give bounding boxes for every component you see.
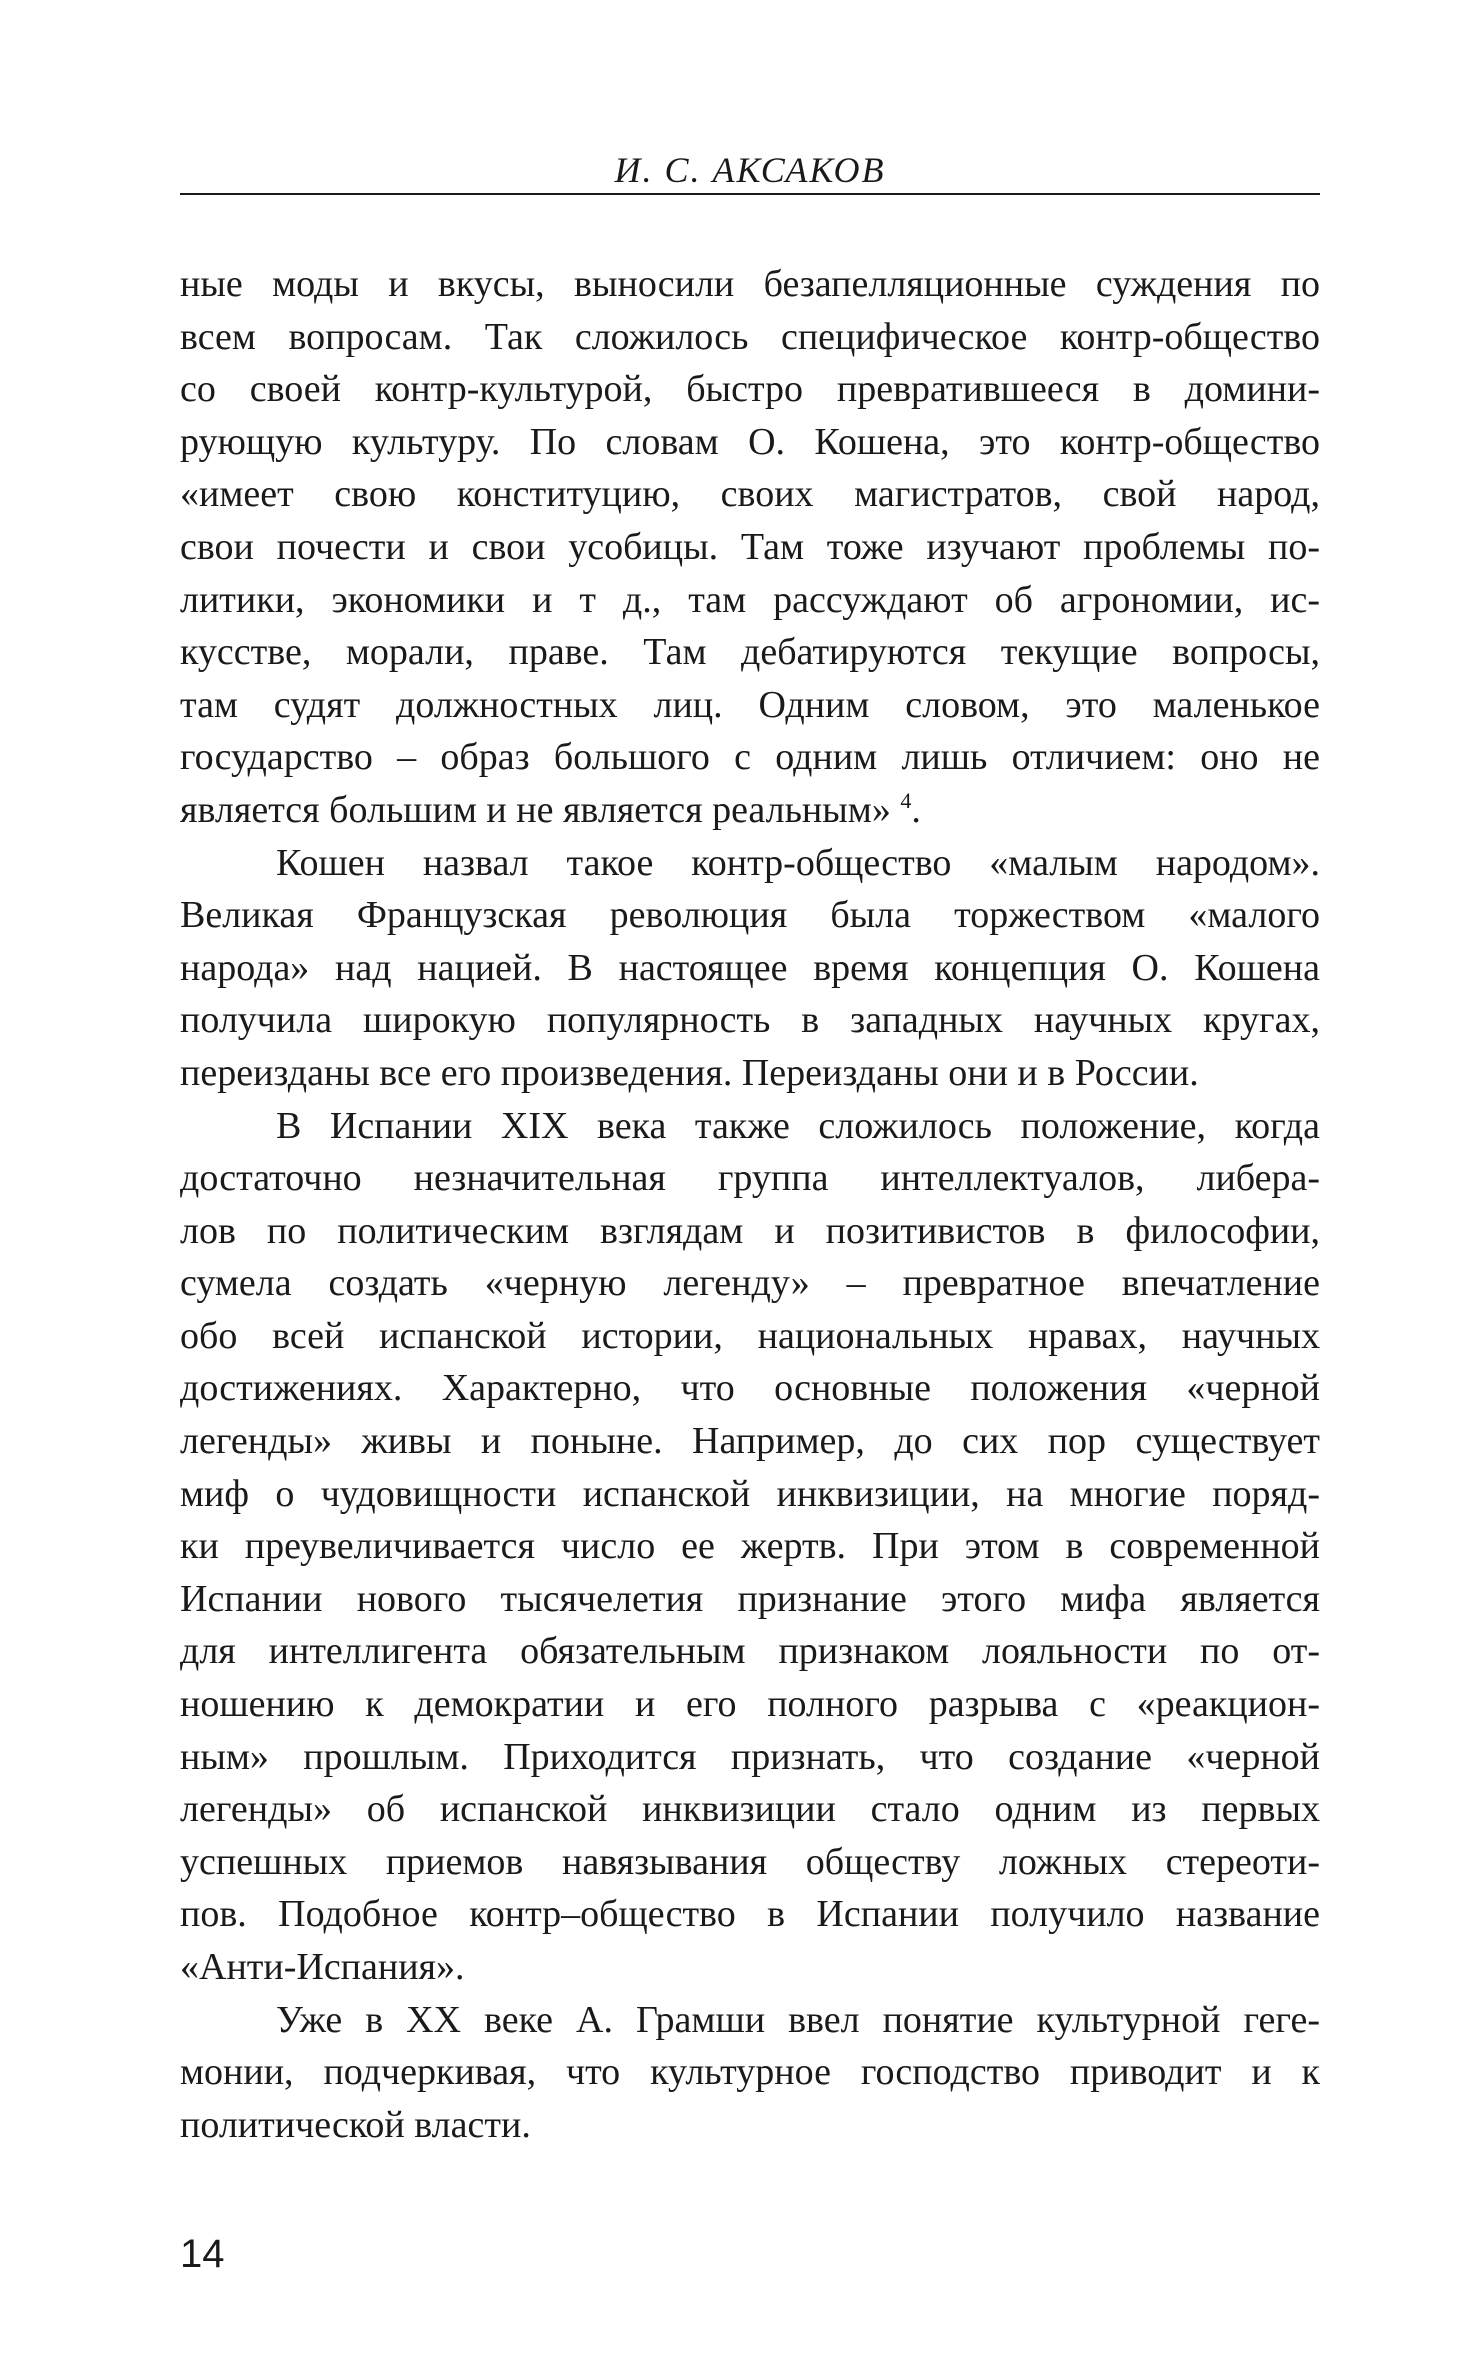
text-line: кусстве, морали, праве. Там дебатируются текущие вопросы, (180, 631, 1320, 674)
text-line: миф о чудовищности испанской инквизиции, на многие поряд- (180, 1472, 1320, 1515)
text-line: всем вопросам. Так сложилось специфическое контр-общество (180, 315, 1320, 358)
text-line: ки преувеличивается число ее жертв. При этом в современной (180, 1525, 1320, 1568)
text-line: там судят должностных лиц. Одним словом, это маленькое (180, 683, 1320, 726)
page-number: 14 (180, 2232, 225, 2276)
text-line: достижениях. Характерно, что основные положения «черной (180, 1367, 1320, 1410)
paragraph (180, 1100, 1320, 1994)
text-line: народа» над нацией. В настоящее время концепция О. Кошена (180, 946, 1320, 989)
text-line: рующую культуру. По словам О. Кошена, это контр-общество (180, 420, 1320, 463)
text-line: получила широкую популярность в западных научных кругах, (180, 999, 1320, 1042)
text-line: ные моды и вкусы, выносили безапелляционные суждения по (180, 263, 1320, 305)
paragraph (180, 1994, 1320, 2152)
text-line: свои почести и свои усобицы. Там тоже изучают проблемы по- (180, 525, 1320, 568)
body-text (180, 258, 1320, 2151)
text-line: политической власти. (180, 2103, 531, 2146)
text-line: пов. Подобное контр–общество в Испании получило название (180, 1893, 1320, 1936)
text-line: переизданы все его произведения. Переизданы они и в России. (180, 1051, 1199, 1094)
footnote-reference: 4 (900, 787, 912, 813)
text-line: лов по политическим взглядам и позитивистов в философии, (180, 1209, 1320, 1252)
text-line: «имеет свою конституцию, своих магистратов, свой народ, (180, 473, 1320, 516)
paragraph (180, 258, 1320, 837)
text-line: Испании нового тысячелетия признание этого мифа является (180, 1577, 1320, 1620)
text-line: легенды» об испанской инквизиции стало одним из первых (180, 1788, 1320, 1831)
text-line: со своей контр-культурой, быстро превратившееся в домини- (180, 368, 1320, 411)
text-line: ным» прошлым. Приходится признать, что создание «черной (180, 1735, 1320, 1778)
running-head-rule (180, 193, 1320, 195)
text-line: легенды» живы и поныне. Например, до сих пор существует (180, 1420, 1320, 1463)
text-line: «Анти-Испания». (180, 1946, 465, 1988)
text-line: государство – образ большого с одним лишь отличием: оно не (180, 736, 1320, 779)
text-line: достаточно незначительная группа интеллектуалов, либера- (180, 1157, 1320, 1200)
text-line: В Испании XIX века также сложилось положение, когда (276, 1104, 1320, 1147)
text-line: монии, подчеркивая, что культурное господство приводит и к (180, 2051, 1320, 2094)
text-line: Великая Французская революция была торжеством «малого (180, 894, 1320, 937)
text-line: Уже в XX веке А. Грамши ввел понятие культурной геге- (276, 1998, 1320, 2041)
text-line: сумела создать «черную легенду» – превратное впечатление (180, 1262, 1320, 1305)
running-head: И. С. АКСАКОВ (614, 150, 886, 190)
text-line: для интеллигента обязательным признаком лояльности по от- (180, 1630, 1320, 1673)
text-line: является большим и не является реальным» $^4$. (180, 787, 921, 831)
paragraph (180, 837, 1320, 1100)
text-line: литики, экономики и т д., там рассуждают об агрономии, ис- (180, 578, 1320, 621)
footnote-trailing-punctuation: . (911, 788, 921, 831)
text-line: успешных приемов навязывания обществу ложных стереоти- (180, 1840, 1320, 1883)
text-line: Кошен назвал такое контр-общество «малым народом». (276, 841, 1320, 884)
text-line: обо всей испанской истории, национальных нравах, научных (180, 1314, 1320, 1357)
text-line: ношению к демократии и его полного разрыва с «реакцион- (180, 1683, 1320, 1726)
